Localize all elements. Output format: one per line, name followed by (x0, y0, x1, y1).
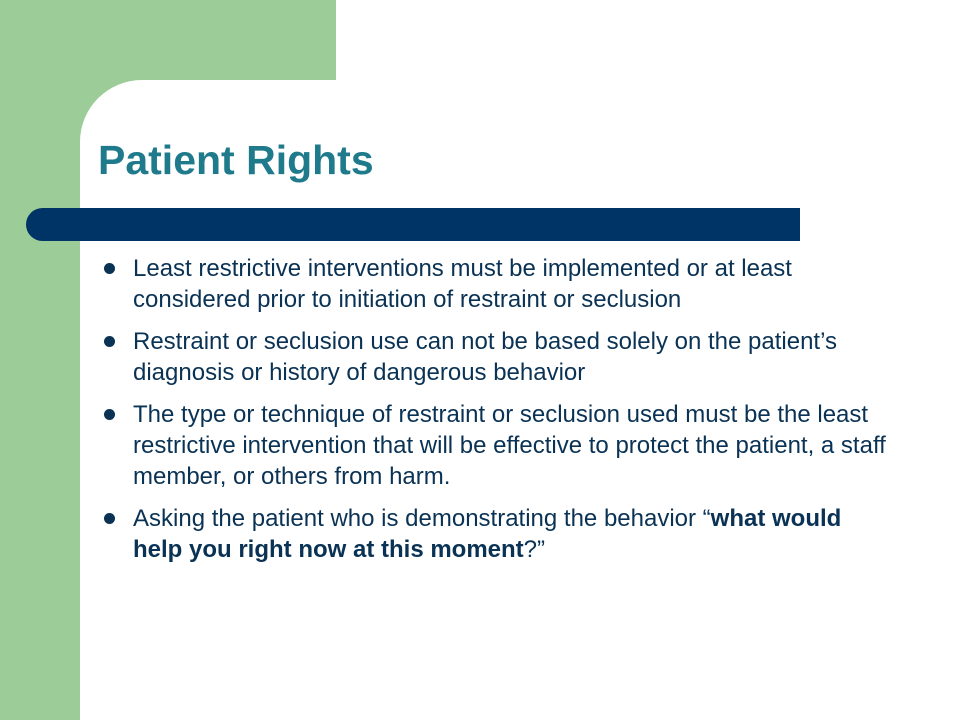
bullet-list (104, 253, 894, 576)
bullet-text-bold-question: what would help you right now at this moment (133, 505, 842, 563)
bullet-text-suffix: ?” (523, 536, 546, 563)
slide-title: Patient Rights (98, 137, 374, 183)
bullet-text: The type or technique of restraint or seclusion used must be the least restrictive intervention that will be effective to protect the patient, a staff member, or others from harm. (133, 401, 886, 490)
bullet-item (104, 399, 894, 492)
bullet-dot-icon (104, 263, 115, 274)
bullet-dot-icon (104, 409, 115, 420)
bullet-text: Restraint or seclusion use can not be based solely on the patient’s diagnosis or history of dangerous behavior (133, 328, 837, 386)
bullet-item (104, 253, 894, 315)
bullet-dot-icon (104, 513, 115, 524)
bullet-item (104, 326, 894, 388)
bullet-text-prefix: Asking the patient who is demonstrating the behavior “ (133, 505, 711, 532)
bullet-item (104, 503, 894, 565)
bullet-dot-icon (104, 336, 115, 347)
title-underline-bar (26, 208, 800, 241)
bullet-text: Least restrictive interventions must be implemented or at least considered prior to initiation of restraint or seclusion (133, 255, 792, 313)
